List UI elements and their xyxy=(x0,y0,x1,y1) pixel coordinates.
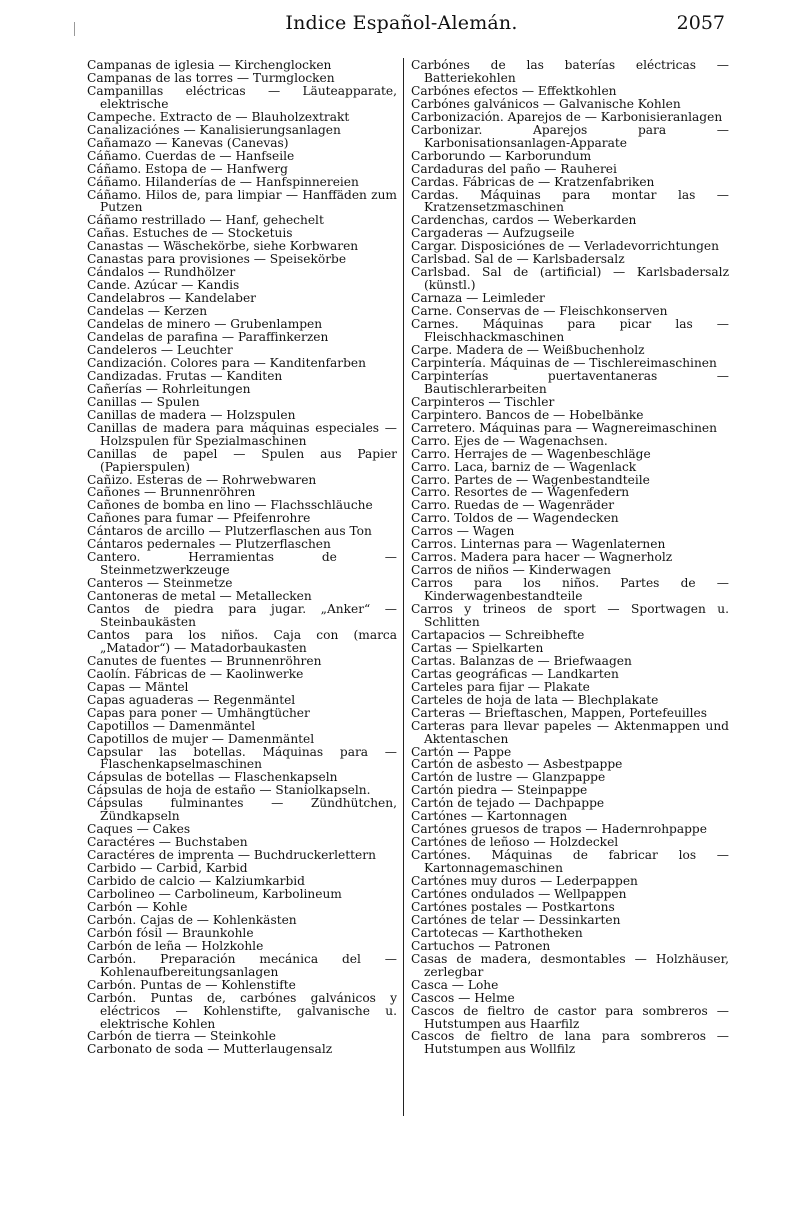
index-entry: Cápsulas de botellas — Flaschenkapseln xyxy=(87,770,338,785)
index-entry: Carpinteros — Tischler xyxy=(411,394,555,409)
index-entry: Cáñamo. Hilanderías de — Hanfspinnereien xyxy=(87,174,359,189)
index-entry: Caractéres — Buchstaben xyxy=(87,835,248,850)
column-divider xyxy=(403,58,404,1116)
index-entry: Canteros — Steinmetze xyxy=(87,576,233,591)
index-entry: Cargaderas — Aufzugseile xyxy=(411,226,575,241)
index-entry: Casca — Lohe xyxy=(411,977,499,992)
index-entry: Carro. Partes de — Wagenbestandteile xyxy=(411,472,650,487)
index-entry: Canillas de madera para máquinas especiales — Holzspulen für Spezialmaschinen xyxy=(87,420,397,448)
index-entry: Carpintero. Bancos de — Hobelbänke xyxy=(411,407,644,422)
index-entry: Capas aguaderas — Regenmäntel xyxy=(87,692,296,707)
index-entry: Carpe. Madera de — Weißbuchenholz xyxy=(411,342,645,357)
index-entry: Cartón — Pappe xyxy=(411,744,512,759)
index-entry: Cartón piedra — Steinpappe xyxy=(411,783,588,798)
index-entry: Carnes. Máquinas para picar las — Fleischhackmaschinen xyxy=(411,317,729,345)
index-entry: Carteras — Brieftaschen, Mappen, Portefeuilles xyxy=(411,705,707,720)
index-entry: Campanillas eléctricas — Läuteapparate, elektrische xyxy=(87,83,397,111)
index-entry: Canillas — Spulen xyxy=(87,394,200,409)
index-entry: Cantos de piedra para jugar. „Anker“ — Steinbaukästen xyxy=(87,602,397,629)
index-entry: Cartuchos — Patronen xyxy=(411,938,551,953)
left-index-column xyxy=(87,59,397,1056)
index-entry: Carbón. Preparación mecánica del — Kohlenaufbereitungsanlagen xyxy=(87,951,397,979)
page-header xyxy=(0,12,803,40)
index-entry: Carne. Conservas de — Fleischkonserven xyxy=(411,304,668,319)
index-entry: Carbonización. Aparejos de — Karbonisieranlagen xyxy=(411,109,723,124)
index-entry: Cascos de fieltro de castor para sombreros — Hutstumpen aus Haarfilz xyxy=(411,1003,729,1031)
index-entry: Cartón de lustre — Glanzpappe xyxy=(411,770,606,785)
index-entry: Carbolineo — Carbolineum, Karbolineum xyxy=(87,887,342,901)
index-entry: Cartotecas — Karthotheken xyxy=(411,925,583,940)
index-entry: Carbido — Carbid, Karbid xyxy=(87,861,248,876)
index-entry: Cardas. Fábricas de — Kratzenfabriken xyxy=(411,174,655,189)
index-entry: Capotillos — Damenmäntel xyxy=(87,718,256,733)
index-entry: Candelabros — Kandelaber xyxy=(87,291,257,306)
index-entry: Carnaza — Leimleder xyxy=(411,291,545,306)
index-entry: Campanas de iglesia — Kirchenglocken xyxy=(87,58,332,72)
index-entry: Carteles de hoja de lata — Blechplakate xyxy=(411,692,659,707)
index-entry: Carro. Toldos de — Wagendecken xyxy=(411,511,619,526)
index-entry: Cañerías — Rohrleitungen xyxy=(87,381,251,396)
page-number: 2057 xyxy=(676,12,725,34)
index-entry: Caractéres de imprenta — Buchdruckerlettern xyxy=(87,848,376,863)
index-entry: Carro. Herrajes de — Wagenbeschläge xyxy=(411,446,651,461)
index-entry: Capsular las botellas. Máquinas para — Flaschenkapselmaschinen xyxy=(87,744,397,772)
index-entry: Cargar. Disposiciónes de — Verladevorrichtungen xyxy=(411,239,719,254)
index-entry: Candeleros — Leuchter xyxy=(87,342,233,357)
index-entry: Cantero. Herramientas de — Steinmetzwerkzeuge xyxy=(87,550,397,578)
index-entry: Carro. Resortes de — Wagenfedern xyxy=(411,485,630,500)
index-entry: Cartónes de telar — Dessinkarten xyxy=(411,912,621,927)
index-entry: Canalizaciónes — Kanalisierungsanlagen xyxy=(87,122,341,137)
index-entry: Cascos de fieltro de lana para sombreros — Hutstumpen aus Wollfilz xyxy=(411,1029,729,1057)
index-entry: Carbónes de las baterías eléctricas — Batteriekohlen xyxy=(411,58,729,85)
index-entry: Cartónes muy duros — Lederpappen xyxy=(411,874,638,889)
index-entry: Cantos para los niños. Caja con (marca „Matador“) — Matadorbaukasten xyxy=(87,627,397,655)
index-entry: Carros para los niños. Partes de — Kinderwagenbestandteile xyxy=(411,576,729,604)
index-entry: Cartón de asbesto — Asbestpappe xyxy=(411,757,623,772)
index-entry: Carbón fósil — Braunkohle xyxy=(87,925,254,940)
index-entry: Candización. Colores para — Kanditenfarben xyxy=(87,355,366,370)
index-entry: Candizadas. Frutas — Kanditen xyxy=(87,368,283,383)
index-entry: Cartónes. Máquinas de fabricar los — Kartonnagemaschinen xyxy=(411,848,729,876)
index-entry: Canillas de madera — Holzspulen xyxy=(87,407,296,422)
index-entry: Cañones de bomba en lino — Flachsschläuche xyxy=(87,498,373,513)
index-entry: Carbonizar. Aparejos para — Karbonisationsanlagen-Apparate xyxy=(411,122,729,150)
index-entry: Casas de madera, desmontables — Holzhäuser, zerlegbar xyxy=(411,951,729,979)
index-entry: Carros — Wagen xyxy=(411,524,515,539)
index-entry: Carbón — Kohle xyxy=(87,899,188,914)
index-entry: Canastas para provisiones — Speisekörbe xyxy=(87,252,347,267)
index-entry: Carbón. Cajas de — Kohlenkästen xyxy=(87,912,297,927)
index-entry: Cáñamo restrillado — Hanf, gehechelt xyxy=(87,213,324,228)
index-entry: Carros. Madera para hacer — Wagnerholz xyxy=(411,550,673,565)
index-entry: Cartón de tejado — Dachpappe xyxy=(411,796,605,811)
index-entry: Candelas de minero — Grubenlampen xyxy=(87,317,323,332)
index-entry: Carborundo — Karborundum xyxy=(411,148,592,163)
index-entry: Caques — Cakes xyxy=(87,822,191,837)
page-title: Indice Español-Alemán. xyxy=(285,12,518,34)
index-entry: Carros de niños — Kinderwagen xyxy=(411,563,611,578)
index-entry: Cápsulas de hoja de estaño — Staniolkapseln. xyxy=(87,783,371,798)
index-entry: Cartónes ondulados — Wellpappen xyxy=(411,887,627,901)
index-entry: Carbón. Puntas de — Kohlenstifte xyxy=(87,977,296,992)
index-entry: Carbónes galvánicos — Galvanische Kohlen xyxy=(411,96,681,111)
index-entry: Cañizo. Esteras de — Rohrwebwaren xyxy=(87,472,317,487)
index-entry: Capas para poner — Umhängtücher xyxy=(87,705,310,720)
index-entry: Cartas — Spielkarten xyxy=(411,640,544,655)
index-entry: Cáñamo. Hilos de, para limpiar — Hanffäden zum Putzen xyxy=(87,187,397,215)
index-entry: Cántaros de arcillo — Plutzerflaschen aus Ton xyxy=(87,524,372,539)
index-entry: Cañones — Brunnenröhren xyxy=(87,485,256,500)
index-entry: Cápsulas fulminantes — Zündhütchen, Zündkapseln xyxy=(87,796,397,824)
index-entry: Carbonato de soda — Mutterlaugensalz xyxy=(87,1042,333,1057)
index-entry: Cartapacios — Schreibhefte xyxy=(411,627,585,642)
index-entry: Carro. Ejes de — Wagenachsen. xyxy=(411,433,608,448)
index-entry: Cáñamo. Cuerdas de — Hanfseile xyxy=(87,148,295,163)
index-entry: Candelas — Kerzen xyxy=(87,304,208,319)
index-entry: Cande. Azúcar — Kandis xyxy=(87,278,240,293)
index-entry: Canutes de fuentes — Brunnenröhren xyxy=(87,653,322,668)
index-entry: Cáñamo. Estopa de — Hanfwerg xyxy=(87,161,288,176)
index-entry: Carteles para fijar — Plakate xyxy=(411,679,590,694)
index-entry: Cartónes gruesos de trapos — Hadernrohpappe xyxy=(411,822,707,837)
index-entry: Candelas de parafina — Paraffinkerzen xyxy=(87,330,329,345)
index-entry: Cartas geográficas — Landkarten xyxy=(411,666,619,681)
index-entry: Carpinterías puertaventaneras — Bautischlerarbeiten xyxy=(411,368,729,396)
right-index-column xyxy=(411,59,729,1056)
index-entry: Carpintería. Máquinas de — Tischlereimaschinen xyxy=(411,355,717,370)
index-entry: Capas — Mäntel xyxy=(87,679,189,694)
index-entry: Cántaros pedernales — Plutzerflaschen xyxy=(87,537,331,552)
index-entry: Carros. Linternas para — Wagenlaternen xyxy=(411,537,666,552)
index-entry: Carbónes efectos — Effektkohlen xyxy=(411,83,617,98)
index-entry: Cardas. Máquinas para montar las — Kratzensetzmaschinen xyxy=(411,187,729,215)
index-entry: Carlsbad. Sal de — Karlsbadersalz xyxy=(411,252,625,267)
index-entry: Cardenchas, cardos — Weberkarden xyxy=(411,213,637,228)
index-entry: Cascos — Helme xyxy=(411,990,515,1005)
index-entry: Cartónes de leñoso — Holzdeckel xyxy=(411,835,619,850)
index-entry: Campeche. Extracto de — Blauholzextrakt xyxy=(87,109,350,124)
index-entry: Cartas. Balanzas de — Briefwaagen xyxy=(411,653,632,668)
index-entry: Canillas de papel — Spulen aus Papier (Papierspulen) xyxy=(87,446,397,474)
index-entry: Carros y trineos de sport — Sportwagen u. Schlitten xyxy=(411,602,729,629)
index-entry: Carbido de calcio — Kalziumkarbid xyxy=(87,874,305,889)
index-entry: Cañas. Estuches de — Stocketuis xyxy=(87,226,293,241)
index-entry: Capotillos de mujer — Damenmäntel xyxy=(87,731,315,746)
index-entry: Campanas de las torres — Turmglocken xyxy=(87,70,335,85)
index-entry: Cardaduras del paño — Rauherei xyxy=(411,161,617,176)
index-entry: Carbón. Puntas de, carbónes galvánicos y eléctricos — Kohlenstifte, galvanische u. elektrische Kohlen xyxy=(87,990,397,1031)
index-entry: Cañones para fumar — Pfeifenrohre xyxy=(87,511,311,526)
index-entry: Carro. Ruedas de — Wagenräder xyxy=(411,498,615,513)
index-entry: Cartónes postales — Postkartons xyxy=(411,899,615,914)
index-entry: Carlsbad. Sal de (artificial) — Karlsbadersalz (künstl.) xyxy=(411,265,729,293)
index-entry: Carro. Laca, barniz de — Wagenlack xyxy=(411,459,637,474)
index-entry: Cañamazo — Kanevas (Canevas) xyxy=(87,135,289,150)
index-entry: Carbón de leña — Holzkohle xyxy=(87,938,264,953)
index-entry: Carbón de tierra — Steinkohle xyxy=(87,1029,276,1044)
index-entry: Carretero. Máquinas para — Wagnereimaschinen xyxy=(411,420,717,435)
index-entry: Canastas — Wäschekörbe, siehe Korbwaren xyxy=(87,239,359,254)
index-entry: Caolín. Fábricas de — Kaolinwerke xyxy=(87,666,304,681)
index-entry: Cándalos — Rundhölzer xyxy=(87,265,236,280)
index-entry: Carteras para llevar papeles — Aktenmappen und Aktentaschen xyxy=(411,718,729,746)
index-entry: Cantoneras de metal — Metallecken xyxy=(87,589,312,604)
index-entry: Cartónes — Kartonnagen xyxy=(411,809,568,824)
